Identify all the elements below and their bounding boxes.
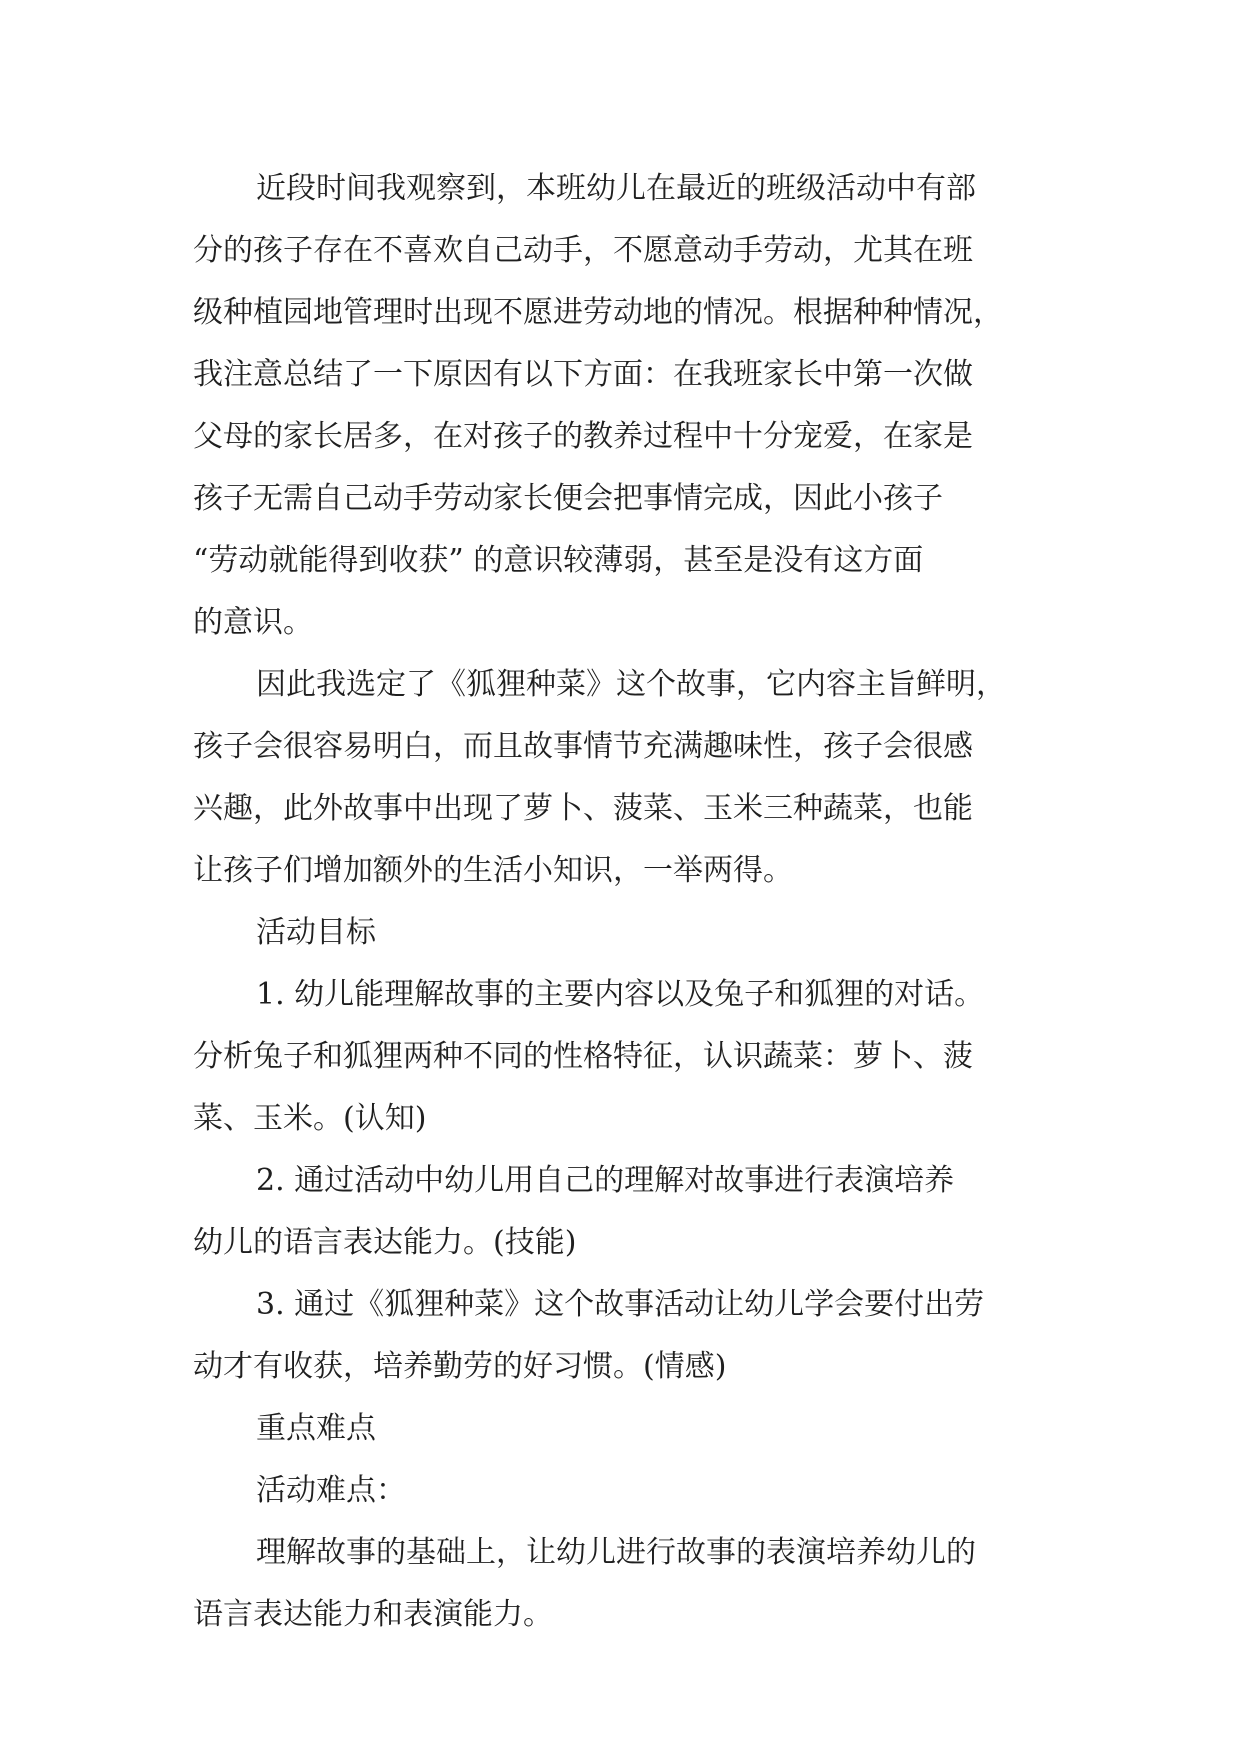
paragraph-line: 理解故事的基础上，让幼儿进行故事的表演培养幼儿的 — [256, 1535, 976, 1570]
difficulty-heading: 活动难点： — [256, 1473, 406, 1508]
paragraph-line: 兴趣，此外故事中出现了萝卜、菠菜、玉米三种蔬菜，也能 — [193, 791, 973, 826]
paragraph-line: 幼儿的语言表达能力。(技能) — [193, 1225, 577, 1260]
goal-3-paragraph — [193, 1274, 1093, 1398]
paragraph-line: 2. 通过活动中幼儿用自己的理解对故事进行表演培养 — [256, 1163, 955, 1198]
paragraph-line: 孩子无需自己动手劳动家长便会把事情完成，因此小孩子 — [193, 481, 943, 516]
paragraph-line: 3. 通过《狐狸种菜》这个故事活动让幼儿学会要付出劳 — [256, 1287, 985, 1322]
paragraph-line: 让孩子们增加额外的生活小知识，一举两得。 — [193, 853, 793, 888]
paragraph-line: 因此我选定了《狐狸种菜》这个故事，它内容主旨鲜明， — [256, 667, 1006, 702]
document-body — [193, 158, 1093, 1646]
paragraph-line: 分的孩子存在不喜欢自己动手，不愿意动手劳动，尤其在班 — [193, 233, 973, 268]
goal-1-paragraph — [193, 964, 1093, 1150]
paragraph-line: 动才有收获，培养勤劳的好习惯。(情感) — [193, 1349, 727, 1384]
paragraph-line: 孩子会很容易明白，而且故事情节充满趣味性，孩子会很感 — [193, 729, 973, 764]
paragraph-line: “劳动就能得到收获” 的意识较薄弱，甚至是没有这方面 — [193, 543, 924, 578]
reason-paragraph — [193, 654, 1093, 902]
paragraph-line: 的意识。 — [193, 605, 313, 640]
paragraph-line: 分析兔子和狐狸两种不同的性格特征，认识蔬菜：萝卜、菠 — [193, 1039, 973, 1074]
paragraph-line: 我注意总结了一下原因有以下方面：在我班家长中第一次做 — [193, 357, 973, 392]
goal-2-paragraph — [193, 1150, 1093, 1274]
intro-paragraph — [193, 158, 1093, 654]
paragraph-line: 1. 幼儿能理解故事的主要内容以及兔子和狐狸的对话。 — [256, 977, 985, 1012]
difficulty-paragraph — [193, 1522, 1093, 1646]
paragraph-line: 父母的家长居多，在对孩子的教养过程中十分宠爱，在家是 — [193, 419, 973, 454]
paragraph-line: 菜、玉米。(认知) — [193, 1101, 427, 1136]
goals-heading: 活动目标 — [256, 915, 376, 950]
key-points-heading: 重点难点 — [256, 1411, 376, 1446]
paragraph-line: 近段时间我观察到，本班幼儿在最近的班级活动中有部 — [256, 171, 976, 206]
paragraph-line: 级种植园地管理时出现不愿进劳动地的情况。根据种种情况， — [193, 295, 1003, 330]
paragraph-line: 语言表达能力和表演能力。 — [193, 1597, 553, 1632]
